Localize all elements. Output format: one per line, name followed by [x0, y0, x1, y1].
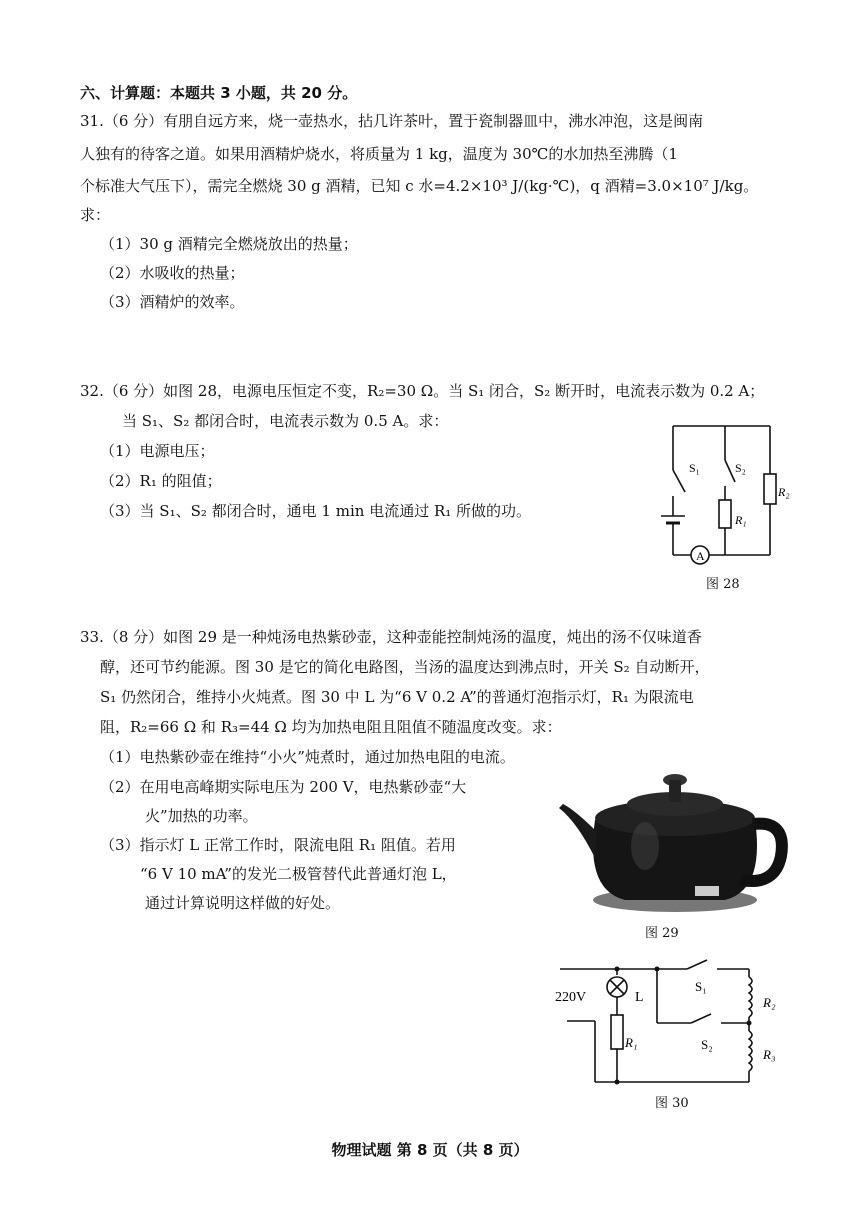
figure-30-caption: 图 30	[655, 1096, 689, 1111]
q32-line1: 32.（6 分）如图 28，电源电压恒定不变，R₂=30 Ω。当 S₁ 闭合，S₂ 断开时，电流表示数为 0.2 A；	[80, 382, 765, 400]
q32-line2: 当 S₁、S₂ 都闭合时，电流表示数为 0.5 A。求：	[122, 412, 449, 430]
r2-label: R₂	[778, 485, 790, 499]
r3-resistor-label: R₃	[763, 1047, 776, 1062]
q33-line2: 醇，还可节约能源。图 30 是它的简化电路图，当汤的温度达到沸点时，开关 S₂ 自动断开，	[100, 658, 710, 676]
q33-part3b: “6 V 10 mA”的发光二极管替代此普通灯泡 L，	[140, 865, 457, 883]
page-footer: 物理试题 第 8 页（共 8 页）	[331, 1141, 529, 1159]
q31-part3: （3）酒精炉的效率。	[100, 293, 245, 311]
q33-part3a: （3）指示灯 L 正常工作时，限流电阻 R₁ 阻值。若用	[100, 836, 456, 854]
r1-label: R₁	[735, 513, 747, 527]
voltage-label: 220V	[555, 990, 587, 1005]
figure-30-circuit	[555, 955, 790, 1090]
figure-29-teapot-image	[555, 760, 790, 920]
figure-28-circuit	[655, 420, 790, 570]
r1-resistor-label: R₁	[625, 1035, 638, 1050]
q31-line3: 个标准大气压下），需完全燃烧 30 g 酒精，已知 c 水=4.2×10³ J/(kg·℃)，q 酒精=3.0×10⁷ J/kg。	[80, 177, 759, 195]
lamp-label: L	[635, 990, 644, 1005]
q33-part2b: 火”加热的功率。	[145, 807, 258, 825]
ammeter-label: A	[696, 549, 705, 563]
figure-28-caption: 图 28	[706, 577, 740, 592]
r2-resistor-label: R₂	[763, 995, 776, 1010]
s1-switch-label: S₁	[695, 979, 707, 994]
q31-line1: 31.（6 分）有朋自远方来，烧一壶热水，拈几许茶叶，置于瓷制器皿中，沸水冲泡，这是闽南	[80, 112, 704, 130]
q33-part2a: （2）在用电高峰期实际电压为 200 V，电热紫砂壶“大	[100, 778, 467, 796]
s2-label: S₂	[735, 461, 746, 475]
q32-part2: （2）R₁ 的阻值；	[100, 472, 222, 490]
section-title: 六、计算题：本题共 3 小题，共 20 分。	[80, 84, 358, 102]
q31-part2: （2）水吸收的热量；	[100, 264, 245, 282]
q32-part1: （1）电源电压；	[100, 442, 215, 460]
q31-line2: 人独有的待客之道。如果用酒精炉烧水，将质量为 1 kg，温度为 30℃的水加热至沸腾（1	[80, 145, 678, 163]
q31-line4: 求：	[80, 206, 111, 224]
figure-29-caption: 图 29	[645, 926, 679, 941]
q32-part3: （3）当 S₁、S₂ 都闭合时，通电 1 min 电流通过 R₁ 所做的功。	[100, 502, 532, 520]
s1-label: S₁	[689, 461, 700, 475]
s2-switch-label: S₂	[701, 1037, 713, 1052]
q33-line1: 33.（8 分）如图 29 是一种炖汤电热紫砂壶，这种壶能控制炖汤的温度，炖出的汤不仅味道香	[80, 628, 702, 646]
q33-line3: S₁ 仍然闭合，维持小火炖煮。图 30 中 L 为“6 V 0.2 A”的普通灯泡指示灯，R₁ 为限流电	[100, 688, 694, 706]
q33-line4: 阻，R₂=66 Ω 和 R₃=44 Ω 均为加热电阻且阻值不随温度改变。求：	[100, 718, 562, 736]
q33-part1: （1）电热紫砂壶在维持“小火”炖煮时，通过加热电阻的电流。	[100, 748, 515, 766]
q31-part1: （1）30 g 酒精完全燃烧放出的热量；	[100, 235, 358, 253]
q33-part3c: 通过计算说明这样做的好处。	[145, 894, 341, 912]
